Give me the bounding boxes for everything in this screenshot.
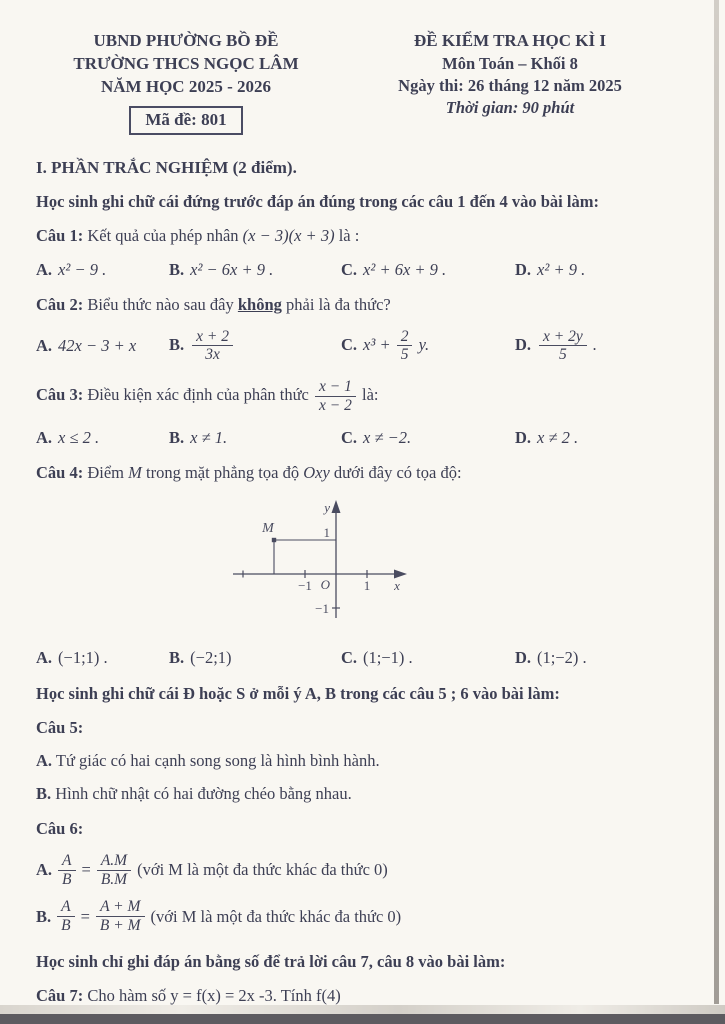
oxy-symbol: Oxy (303, 463, 330, 483)
coordinate-plane-svg (221, 496, 431, 634)
option-value: 42x − 3 + x (58, 336, 137, 356)
option-value: (−2;1) (190, 648, 232, 668)
question-1-tail: là : (334, 226, 360, 246)
fraction (192, 328, 233, 365)
fraction (96, 898, 145, 935)
x-tick-1-label: 1 (363, 577, 371, 593)
option-value: (1;−2) . (537, 648, 587, 668)
option-value: x² − 6x + 9 . (190, 259, 274, 279)
fraction-denominator: 5 (400, 346, 409, 364)
part2-instruction: Học sinh ghi chữ cái Đ hoặc S ở mỗi ý A, B trong các câu 5 ; 6 vào bài làm: (36, 683, 560, 703)
fraction-numerator: A (58, 852, 75, 871)
option-key: C. (341, 259, 358, 279)
header-exam-block (336, 30, 684, 135)
question-2-options (36, 328, 684, 365)
option-value: (−1;1) . (58, 648, 108, 668)
fraction-numerator: x − 1 (315, 378, 356, 397)
question-2-text: Biểu thức nào sau đây (83, 295, 238, 315)
option-key: A. (36, 336, 53, 356)
q3-option-d (515, 427, 684, 448)
option-key: D. (515, 334, 532, 354)
question-5-item-a (36, 750, 684, 771)
option-value-post: y. (414, 334, 430, 354)
coordinate-plane-figure (221, 496, 684, 639)
option-value-post: . (588, 334, 598, 354)
exam-title: ĐỀ KIỂM TRA HỌC KÌ I (414, 31, 606, 50)
part1-instruction: Học sinh ghi chữ cái đứng trước đáp án đúng trong các câu 1 đến 4 vào bài làm: (36, 191, 599, 211)
q3-option-b (169, 427, 341, 448)
question-4-options (36, 647, 684, 668)
question-2 (36, 294, 684, 315)
option-value-pre: x³ + (363, 334, 395, 354)
q1-option-d (515, 259, 684, 280)
option-value: x ≠ −2. (363, 427, 412, 447)
option-value: (1;−1) . (363, 648, 413, 668)
y-axis-label: y (324, 499, 330, 515)
option-key: A. (36, 427, 53, 447)
exam-subject: Môn Toán – Khối 8 (442, 53, 578, 73)
question-3-label: Câu 3: (36, 385, 84, 405)
q3-option-c (341, 427, 515, 448)
question-3 (36, 378, 684, 415)
option-key: B. (169, 334, 185, 354)
option-value: x² − 9 . (58, 259, 107, 279)
question-5-label: Câu 5: (36, 718, 84, 738)
scan-band-bottom-light (0, 1005, 725, 1014)
header-authority: UBND PHƯỜNG BỒ ĐỀ (93, 31, 279, 50)
option-value: x² + 6x + 9 . (363, 259, 447, 279)
q4-option-b (169, 647, 341, 668)
item-text: Tứ giác có hai cạnh song song là hình bình hành. (52, 751, 380, 771)
scan-edge-right (714, 0, 719, 1004)
item-note: (với M là một đa thức khác đa thức 0) (150, 907, 402, 926)
question-1-text: Kết quả của phép nhân (83, 226, 243, 246)
exam-header (36, 30, 684, 135)
fraction-denominator: B (62, 870, 72, 888)
q4-option-c (341, 647, 515, 668)
question-7-text: Cho hàm số y = f(x) = 2x -3. Tính f(4) (83, 986, 341, 1006)
fraction-numerator: A + M (96, 898, 145, 917)
fraction-numerator: x + 2 (192, 328, 233, 347)
question-3-tail: là: (357, 385, 379, 405)
q3-option-a (36, 427, 169, 448)
q4-option-a (36, 647, 169, 668)
question-1 (36, 225, 684, 246)
option-key: C. (341, 648, 358, 668)
q1-option-a (36, 259, 169, 280)
point-m-label: M (262, 520, 274, 536)
question-2-tail: phải là đa thức? (281, 295, 391, 315)
header-school-block (36, 30, 336, 135)
option-key: D. (515, 648, 532, 668)
item-key: A. (36, 860, 53, 880)
fraction-denominator: 5 (559, 346, 567, 364)
q4-option-d (515, 647, 684, 668)
q2-option-d (515, 328, 684, 365)
header-school-year: NĂM HỌC 2025 - 2026 (101, 76, 271, 96)
fraction-denominator: B (61, 917, 71, 935)
q1-option-b (169, 259, 341, 280)
question-3-text: Điều kiện xác định của phân thức (83, 385, 314, 405)
q2-option-c (341, 328, 515, 365)
equals-sign: = (81, 860, 91, 880)
fraction-numerator: A.M (97, 852, 131, 871)
item-text: Hình chữ nhật có hai đường chéo bằng nhau. (51, 783, 352, 803)
fraction (58, 852, 75, 889)
question-7-label: Câu 7: (36, 986, 84, 1006)
fraction (97, 852, 131, 889)
question-4-tail: dưới đây có tọa độ: (329, 463, 462, 483)
option-value: x² + 9 . (537, 259, 586, 279)
fraction-numerator: x + 2y (539, 328, 587, 347)
scan-band-bottom-dark (0, 1014, 725, 1024)
option-key: A. (36, 648, 53, 668)
question-4-text: Điểm (83, 463, 129, 483)
q2-option-b (169, 328, 341, 365)
option-key: D. (515, 427, 532, 447)
y-tick-neg1-label: −1 (315, 600, 329, 616)
fraction-denominator: 3x (205, 346, 220, 364)
y-axis-arrow (332, 500, 341, 513)
page-content (36, 30, 684, 1019)
item-key: B. (36, 907, 52, 926)
question-5-item-b (36, 783, 684, 804)
origin-label: O (320, 576, 330, 592)
item-key: B. (36, 783, 52, 803)
part3-instruction: Học sinh chỉ ghi đáp án bằng số để trả lời câu 7, câu 8 vào bài làm: (36, 952, 506, 972)
question-4-label: Câu 4: (36, 463, 84, 483)
y-tick-1-label: 1 (323, 524, 330, 540)
fraction-denominator: x − 2 (319, 397, 352, 415)
question-6-item-b (36, 898, 684, 935)
question-7 (36, 985, 684, 1006)
exam-code-box: Mã đề: 801 (129, 106, 242, 135)
option-key: B. (169, 648, 185, 668)
option-key: B. (169, 259, 185, 279)
option-key: D. (515, 259, 532, 279)
point-m-symbol: M (128, 463, 142, 483)
fraction (315, 378, 356, 415)
question-4 (36, 462, 684, 483)
question-1-options (36, 259, 684, 280)
fraction (57, 898, 74, 935)
point-m-dot (272, 538, 276, 542)
question-2-underlined-word: không (237, 295, 282, 315)
option-value: x ≠ 2 . (537, 427, 579, 447)
fraction-denominator: B + M (99, 917, 141, 935)
fraction (397, 328, 413, 365)
part1-title: I. PHẦN TRẮC NGHIỆM (2 điểm). (36, 157, 297, 177)
question-4-mid: trong mặt phẳng tọa độ (141, 463, 304, 483)
question-6-item-a (36, 852, 684, 889)
question-1-expression: (x − 3)(x + 3) (242, 226, 335, 246)
question-1-label: Câu 1: (36, 226, 84, 246)
exam-date: Ngày thi: 26 tháng 12 năm 2025 (398, 76, 622, 96)
x-tick-neg1-label: −1 (298, 577, 312, 593)
option-key: B. (169, 427, 185, 447)
x-axis-label: x (394, 577, 400, 593)
q1-option-c (341, 259, 515, 280)
question-3-options (36, 427, 684, 448)
fraction (539, 328, 587, 365)
fraction-numerator: 2 (397, 328, 413, 347)
header-school-name: TRƯỜNG THCS NGỌC LÂM (73, 53, 299, 73)
item-note: (với M là một đa thức khác đa thức 0) (137, 860, 388, 880)
item-key: A. (36, 751, 53, 771)
equals-sign: = (80, 907, 90, 926)
option-key: C. (341, 427, 358, 447)
exam-duration: Thời gian: 90 phút (445, 98, 575, 118)
q2-option-a (36, 335, 169, 356)
fraction-denominator: B.M (100, 870, 128, 888)
fraction-numerator: A (57, 898, 74, 917)
option-key: A. (36, 259, 53, 279)
option-key: C. (341, 334, 358, 354)
option-value: x ≠ 1. (190, 427, 228, 447)
question-2-label: Câu 2: (36, 295, 84, 315)
question-6-label: Câu 6: (36, 819, 84, 839)
option-value: x ≤ 2 . (58, 427, 100, 447)
